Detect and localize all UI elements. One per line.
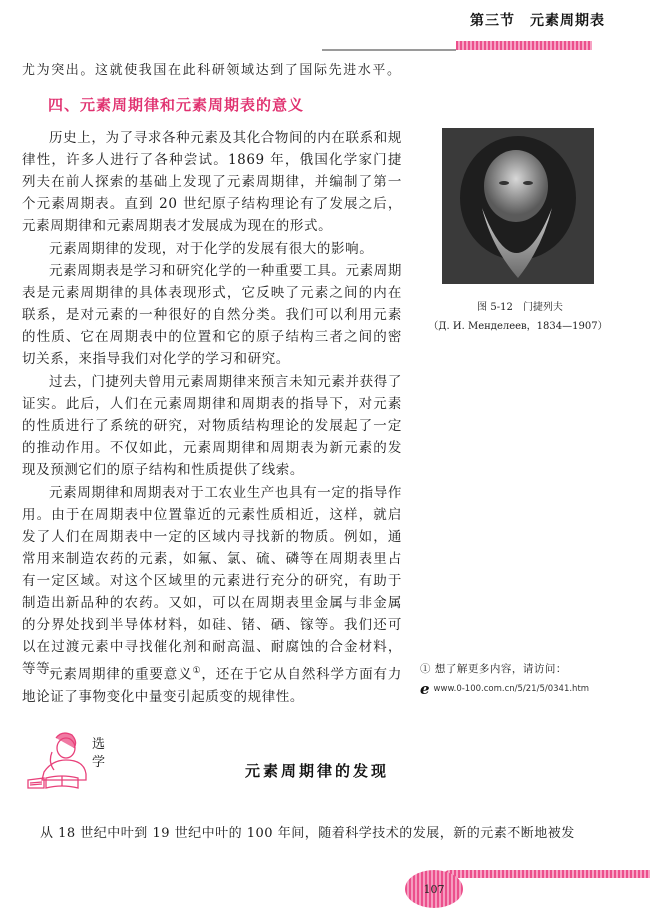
- subsection-title: 元素周期律的发现: [245, 762, 390, 780]
- footnote-link[interactable]: [420, 680, 589, 698]
- page-number: 107: [405, 870, 463, 908]
- footnote-marker[interactable]: ①: [192, 666, 202, 676]
- figure-caption: 图 5-12 门捷列夫: [477, 302, 563, 313]
- ie-browser-icon: e: [420, 680, 430, 698]
- footnote-text: ① 想了解更多内容，请访问：: [420, 663, 567, 675]
- mendeleev-portrait: [442, 128, 594, 284]
- reading-student-icon: [22, 730, 102, 792]
- header-accent-strip: [456, 41, 592, 50]
- continuation-line: 尤为突出。这就使我国在此科研领域达到了国际先进水平。: [22, 63, 402, 78]
- elective-label: 选 学: [92, 737, 106, 770]
- paragraph-tool: 元素周期表是学习和研究化学的一种重要工具。元素周期表是元素周期律的具体表现形式，它反映了元素之间的内在联系，是对元素的一种很好的自然分类。我们可以利用元素的性质、它在周期表中的位置和它的原子结构三者之间的密切关系，来指导我们对化学的学习和研究。: [22, 263, 402, 367]
- paragraph-significance: 元素周期律的重要意义①，还在于它从自然科学方面有力地论证了事物变化中量变引起质变的规律性。: [22, 666, 402, 705]
- figure-subcaption: （Д. И. Менделеев，1834—1907）: [428, 321, 608, 332]
- footer-accent-strip: [442, 870, 650, 878]
- section-heading: 四、元素周期律和元素周期表的意义: [48, 96, 305, 114]
- paragraph-influence: 元素周期律的发现，对于化学的发展有很大的影响。: [49, 241, 374, 257]
- paragraph-prediction: 过去，门捷列夫曾用元素周期律来预言未知元素并获得了证实。此后，人们在元素周期律和周期表的指导下，对元素的性质进行了系统的研究，对物质结构理论的发展起了一定的推动作用。不仅如此，元素周期律和周期表为新元素的发现及预测它们的原子结构和性质提供了线索。: [22, 374, 402, 478]
- paragraph-industry: 元素周期律和周期表对于工农业生产也具有一定的指导作用。由于在周期表中位置靠近的元素性质相近，这样，就启发了人们在周期表中一定的区域内寻找新的物质。例如，通常用来制造农药的元素，如氟、氯、硫、磷等在周期表里占有一定区域。对这个区域里的元素进行充分的研究，有助于制造出新品种的农药。又如，可以在周期表里金属与非金属的分界处找到半导体材料，如硅、锗、硒、镓等。我们还可以在过渡元素中寻找催化剂和耐高温、耐腐蚀的合金材料，等等。: [22, 485, 402, 677]
- running-header: [470, 10, 605, 30]
- footnote-url[interactable]: www.0-100.com.cn/5/21/5/0341.htm: [433, 684, 590, 694]
- header-section: 第三节: [470, 13, 515, 29]
- header-rule: [322, 49, 456, 51]
- elective-paragraph: 从 18 世纪中叶到 19 世纪中叶的 100 年间，随着科学技术的发展，新的元素不断地被发: [40, 826, 575, 841]
- paragraph-history: 历史上，为了寻求各种元素及其化合物间的内在联系和规律性，许多人进行了各种尝试。1869 年，俄国化学家门捷列夫在前人探索的基础上发现了元素周期律，并编制了第一个元素周期表。直到 20 世纪原子结构理论有了发展之后，元素周期律和元素周期表才发展成为现在的形式。: [22, 130, 402, 234]
- header-chapter-title: 元素周期表: [530, 13, 605, 29]
